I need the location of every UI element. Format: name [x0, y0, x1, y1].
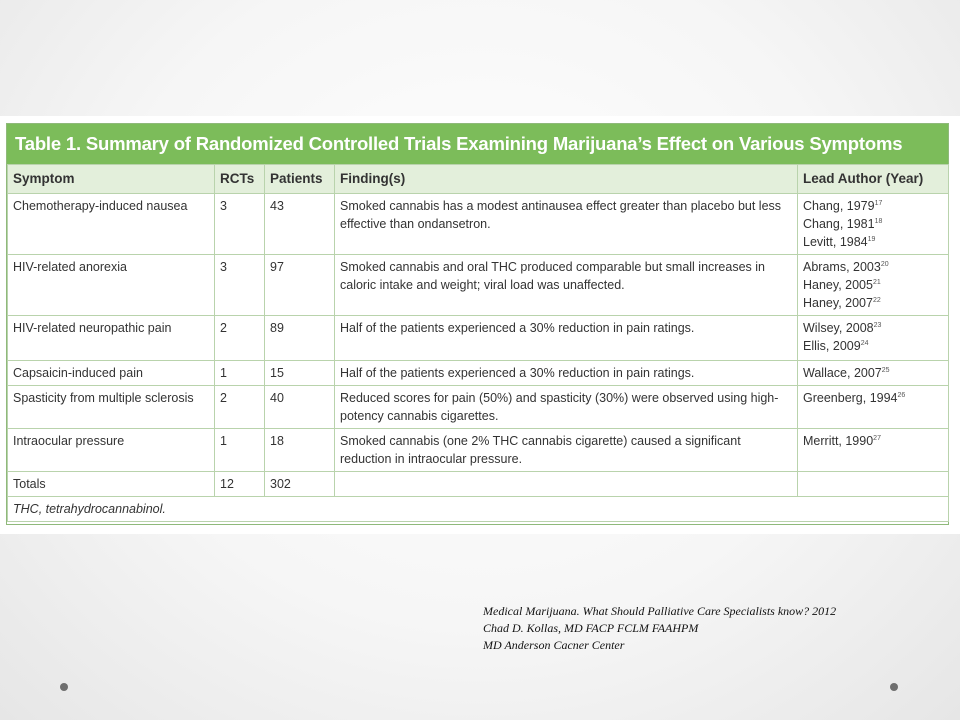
cell-patients: 89 [265, 316, 335, 361]
reference-number: 17 [874, 199, 883, 207]
cell-symptom: HIV-related anorexia [8, 255, 215, 316]
cell-symptom: Capsaicin-induced pain [8, 361, 215, 386]
author-name: Abrams, 2003 [803, 260, 881, 274]
summary-table [7, 164, 949, 522]
header-rcts: RCTs [215, 165, 265, 194]
cell-lead-author [798, 429, 949, 472]
cell-symptom: Spasticity from multiple sclerosis [8, 386, 215, 429]
right-bullet-dot [890, 683, 898, 691]
cell-lead-author [798, 255, 949, 316]
author-entry [803, 389, 944, 407]
header-lead-author: Lead Author (Year) [798, 165, 949, 194]
author-name: Levitt, 1984 [803, 235, 868, 249]
author-entry [803, 276, 944, 294]
table-frame [6, 123, 949, 525]
author-entry [803, 233, 944, 251]
cell-rcts: 2 [215, 386, 265, 429]
citation-line-author: Chad D. Kollas, MD FACP FCLM FAAHPM [483, 621, 699, 635]
author-name: Greenberg, 1994 [803, 391, 898, 405]
author-entry [803, 319, 944, 337]
reference-number: 20 [880, 260, 889, 268]
cell-symptom: Intraocular pressure [8, 429, 215, 472]
citation [483, 603, 943, 654]
author-name: Merritt, 1990 [803, 434, 874, 448]
table-row [8, 361, 949, 386]
cell-rcts: 3 [215, 255, 265, 316]
author-entry [803, 432, 944, 450]
header-findings: Finding(s) [335, 165, 798, 194]
table-row [8, 316, 949, 361]
table-row [8, 194, 949, 255]
header-symptom: Symptom [8, 165, 215, 194]
totals-label: Totals [8, 472, 215, 497]
cell-finding: Smoked cannabis (one 2% THC cannabis cigarette) caused a significant reduction in intraocular pressure. [335, 429, 798, 472]
totals-finding-empty [335, 472, 798, 497]
cell-patients: 43 [265, 194, 335, 255]
cell-finding: Smoked cannabis has a modest antinausea effect greater than placebo but less effective than ondansetron. [335, 194, 798, 255]
reference-number: 23 [873, 321, 882, 329]
left-bullet-dot [60, 683, 68, 691]
cell-lead-author [798, 316, 949, 361]
author-entry [803, 337, 944, 355]
author-entry [803, 364, 944, 382]
author-name: Chang, 1979 [803, 199, 875, 213]
cell-patients: 40 [265, 386, 335, 429]
author-entry [803, 215, 944, 233]
table-row [8, 429, 949, 472]
citation-line-institution: MD Anderson Cacner Center [483, 638, 625, 652]
table-footnote: THC, tetrahydrocannabinol. [8, 497, 949, 522]
reference-number: 25 [881, 366, 890, 374]
author-entry [803, 294, 944, 312]
cell-patients: 15 [265, 361, 335, 386]
citation-line-title: Medical Marijuana. What Should Palliative Care Specialists know? 2012 [483, 604, 837, 618]
reference-number: 18 [874, 217, 883, 225]
cell-symptom: Chemotherapy-induced nausea [8, 194, 215, 255]
author-entry [803, 258, 944, 276]
cell-finding: Reduced scores for pain (50%) and spasticity (30%) were observed using high-potency cannabis cigarettes. [335, 386, 798, 429]
author-name: Ellis, 2009 [803, 339, 861, 353]
author-name: Chang, 1981 [803, 217, 875, 231]
cell-rcts: 2 [215, 316, 265, 361]
reference-number: 22 [872, 296, 881, 304]
table-row [8, 255, 949, 316]
cell-finding: Half of the patients experienced a 30% reduction in pain ratings. [335, 316, 798, 361]
footnote-row [8, 497, 949, 522]
table-row [8, 386, 949, 429]
author-name: Wallace, 2007 [803, 366, 882, 380]
cell-finding: Half of the patients experienced a 30% reduction in pain ratings. [335, 361, 798, 386]
cell-finding: Smoked cannabis and oral THC produced comparable but small increases in caloric intake and weight; viral load was unaffected. [335, 255, 798, 316]
cell-rcts: 1 [215, 429, 265, 472]
totals-rcts: 12 [215, 472, 265, 497]
cell-patients: 18 [265, 429, 335, 472]
totals-author-empty [798, 472, 949, 497]
header-patients: Patients [265, 165, 335, 194]
cell-patients: 97 [265, 255, 335, 316]
reference-number: 24 [860, 339, 869, 347]
cell-lead-author [798, 386, 949, 429]
author-name: Haney, 2007 [803, 296, 873, 310]
author-name: Wilsey, 2008 [803, 321, 874, 335]
reference-number: 27 [873, 434, 881, 442]
totals-patients: 302 [265, 472, 335, 497]
cell-symptom: HIV-related neuropathic pain [8, 316, 215, 361]
author-entry [803, 197, 944, 215]
author-name: Haney, 2005 [803, 278, 873, 292]
table-title: Table 1. Summary of Randomized Controlled Trials Examining Marijuana’s Effect on Various Symptoms [7, 124, 948, 164]
cell-lead-author [798, 361, 949, 386]
reference-number: 26 [897, 391, 906, 399]
totals-row [8, 472, 949, 497]
reference-number: 19 [867, 235, 876, 243]
table-header-row [8, 165, 949, 194]
cell-rcts: 3 [215, 194, 265, 255]
reference-number: 21 [872, 278, 881, 286]
table-image [0, 116, 960, 534]
cell-rcts: 1 [215, 361, 265, 386]
cell-lead-author [798, 194, 949, 255]
